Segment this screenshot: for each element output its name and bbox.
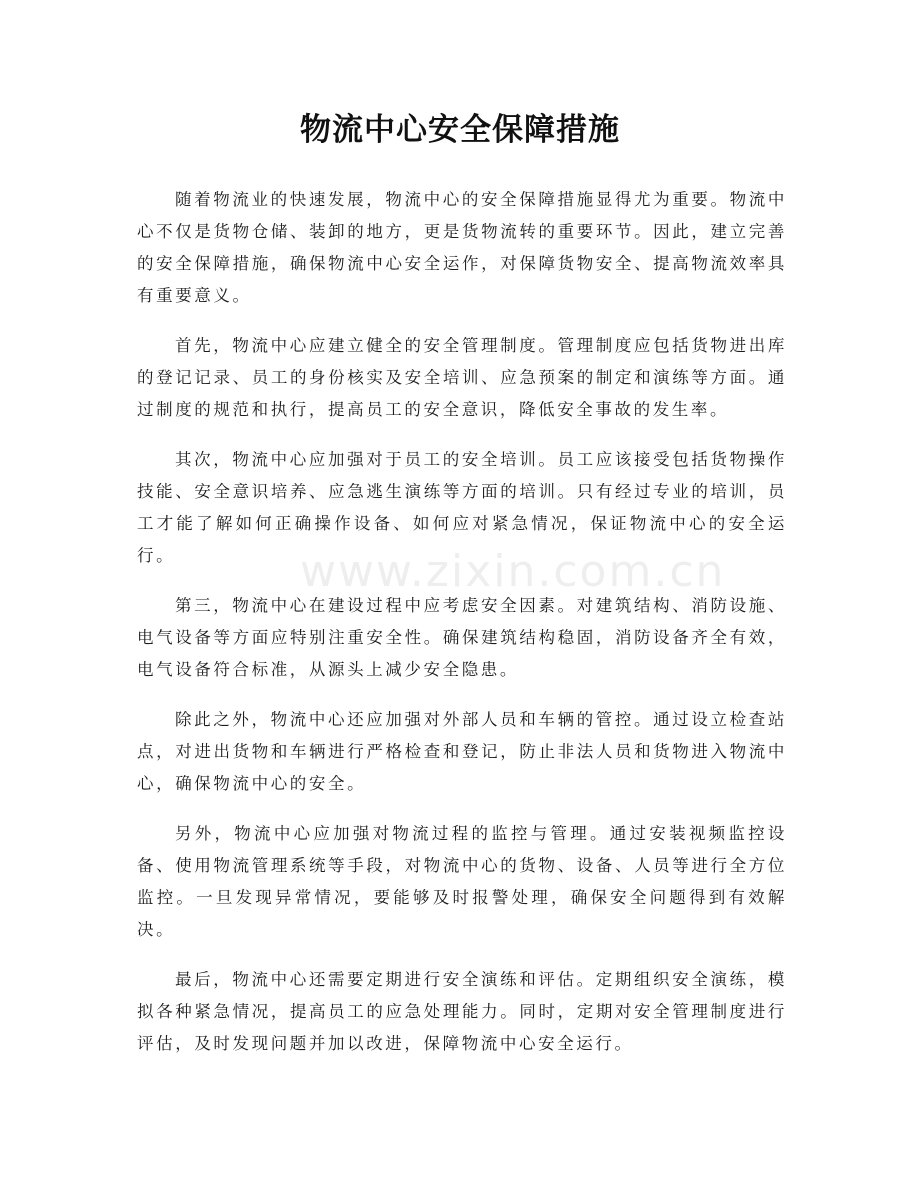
paragraph-external-control: 除此之外，物流中心还应加强对外部人员和车辆的管控。通过设立检查站点，对进出货物和车辆进行严格检查和登记，防止非法人员和货物进入物流中心，确保物流中心的安全。 bbox=[137, 710, 787, 793]
paragraph-monitoring: 另外，物流中心应加强对物流过程的监控与管理。通过安装视频监控设备、使用物流管理系统等手段，对物流中心的货物、设备、人员等进行全方位监控。一旦发现异常情况，要能够及时报警处理，确保安全问题得到有效解决。 bbox=[137, 824, 787, 939]
paragraph-drills-evaluation: 最后，物流中心还需要定期进行安全演练和评估。定期组织安全演练，模拟各种紧急情况，提高员工的应急处理能力。同时，定期对安全管理制度进行评估，及时发现问题并加以改进，保障物流中心安全运行。 bbox=[137, 970, 787, 1053]
paragraph-construction-safety: 第三，物流中心在建设过程中应考虑安全因素。对建筑结构、消防设施、电气设备等方面应特别注重安全性。确保建筑结构稳固，消防设备齐全有效，电气设备符合标准，从源头上减少安全隐患。 bbox=[137, 596, 787, 679]
document-body bbox=[137, 184, 787, 1078]
paragraph-staff-training: 其次，物流中心应加强对于员工的安全培训。员工应该接受包括货物操作技能、安全意识培养、应急逃生演练等方面的培训。只有经过专业的培训，员工才能了解如何正确操作设备、如何应对紧急情况，保证物流中心的安全运行。 bbox=[137, 450, 787, 565]
paragraph-intro: 随着物流业的快速发展，物流中心的安全保障措施显得尤为重要。物流中心不仅是货物仓储、装卸的地方，更是货物流转的重要环节。因此，建立完善的安全保障措施，确保物流中心安全运作，对保障货物安全、提高物流效率具有重要意义。 bbox=[137, 190, 787, 305]
watermark: www.zixin.com.cn bbox=[300, 546, 726, 597]
document-title: 物流中心安全保障措施 bbox=[300, 112, 620, 148]
paragraph-management-system: 首先，物流中心应建立健全的安全管理制度。管理制度应包括货物进出库的登记记录、员工的身份核实及安全培训、应急预案的制定和演练等方面。通过制度的规范和执行，提高员工的安全意识，降低安全事故的发生率。 bbox=[137, 336, 787, 419]
